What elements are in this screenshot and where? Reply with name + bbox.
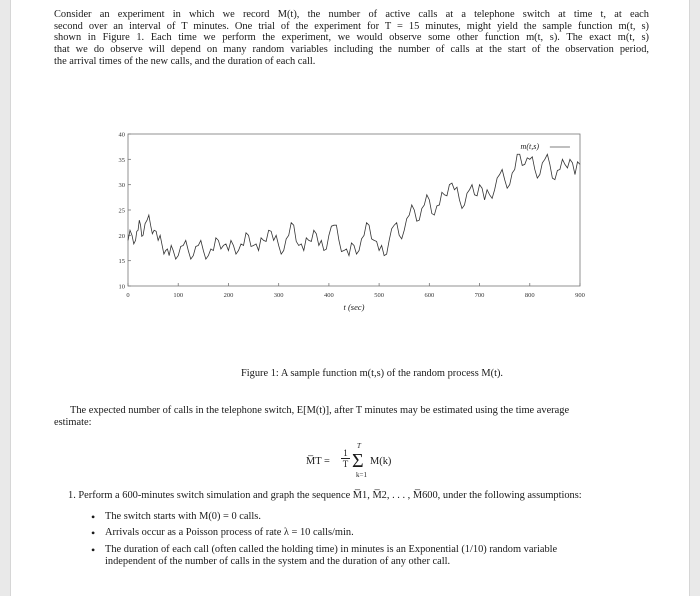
assumption-text: The switch starts with M(0) = 0 calls. — [105, 511, 261, 522]
y-tick-label: 20 — [118, 232, 125, 240]
figure-caption: Figure 1: A sample function m(t,s) of the random process M(t). — [240, 368, 504, 379]
intro-line: Consider an experiment in which we record M(t), the number of active calls at a telephone switch at time t, at each — [54, 9, 649, 20]
assumption-text: Arrivals occur as a Poisson process of rate λ = 10 calls/min. — [105, 527, 354, 539]
y-tick-label: 30 — [118, 182, 125, 190]
estimate-line: estimate: — [54, 417, 92, 428]
x-tick-label: 200 — [223, 292, 234, 299]
right-frame-border — [689, 0, 700, 596]
x-tick-label: 0 — [126, 292, 130, 299]
x-tick-label: 900 — [575, 292, 585, 299]
estimate-line: The expected number of calls in the telephone switch, E[M(t)], after T minutes may be estimated using the time average — [70, 405, 570, 416]
intro-line: that we do observe will depend on many random variables including the number of calls at the start of the observation period, — [54, 44, 649, 56]
assumption-item — [90, 527, 650, 539]
estimate-paragraph — [54, 405, 649, 429]
sample-function-chart — [110, 128, 590, 320]
sum-lower-limit: k=1 — [356, 471, 367, 479]
x-tick-label: 500 — [374, 292, 384, 299]
intro-line: shown in Figure 1. Each time we perform the experiment, we would observe some other function m(t, s). The exact m(t, s) — [54, 32, 649, 44]
x-tick-label: 700 — [474, 292, 485, 299]
x-tick-label: 800 — [524, 292, 535, 299]
intro-line: second over an interval of T minutes. One trial of the experiment for T = 15 minutes, might yield the sample function m(t, s) — [54, 20, 649, 32]
sum-upper-limit: T — [357, 442, 361, 450]
left-frame-border — [0, 0, 11, 596]
assumption-text-continued: independent of the number of calls in the system and the duration of any other call. — [105, 556, 451, 568]
chart-svg — [110, 128, 590, 320]
intro-line: the arrival times of the new calls, and the duration of each call. — [54, 55, 316, 67]
formula-rhs: M(k) — [370, 456, 392, 467]
y-tick-label: 10 — [118, 283, 125, 291]
intro-paragraph — [54, 9, 649, 68]
y-tick-label: 40 — [118, 131, 125, 139]
sigma-symbol: Σ — [352, 450, 364, 472]
assumption-list — [90, 511, 650, 573]
plot-frame — [128, 134, 580, 286]
x-tick-label: 400 — [324, 292, 334, 299]
task-item: 1. Perform a 600-minutes switch simulation and graph the sequence M̅1, M̅2, . . . , M̅600, under the following assumptions: — [68, 490, 582, 501]
x-tick-label: 100 — [173, 292, 184, 299]
assumption-item — [90, 511, 650, 523]
formula-numerator: 1 — [343, 448, 348, 458]
formula-lhs: M̅T = — [306, 456, 330, 467]
x-tick-label: 600 — [424, 292, 435, 299]
y-tick-label: 25 — [118, 207, 125, 215]
assumption-text: The duration of each call (often called the holding time) in minutes is an Exponential (1/10) random variable — [105, 543, 558, 555]
legend-label: m(t,s) — [520, 142, 540, 151]
assumption-item — [90, 544, 650, 569]
formula-denominator: T — [342, 459, 349, 469]
x-tick-label: 300 — [273, 292, 284, 299]
series-line-m-t-s — [128, 154, 580, 259]
x-axis-label: t (sec) — [343, 302, 365, 312]
y-tick-label: 15 — [118, 258, 125, 266]
y-tick-label: 35 — [118, 156, 125, 164]
formula-fraction — [341, 448, 350, 469]
